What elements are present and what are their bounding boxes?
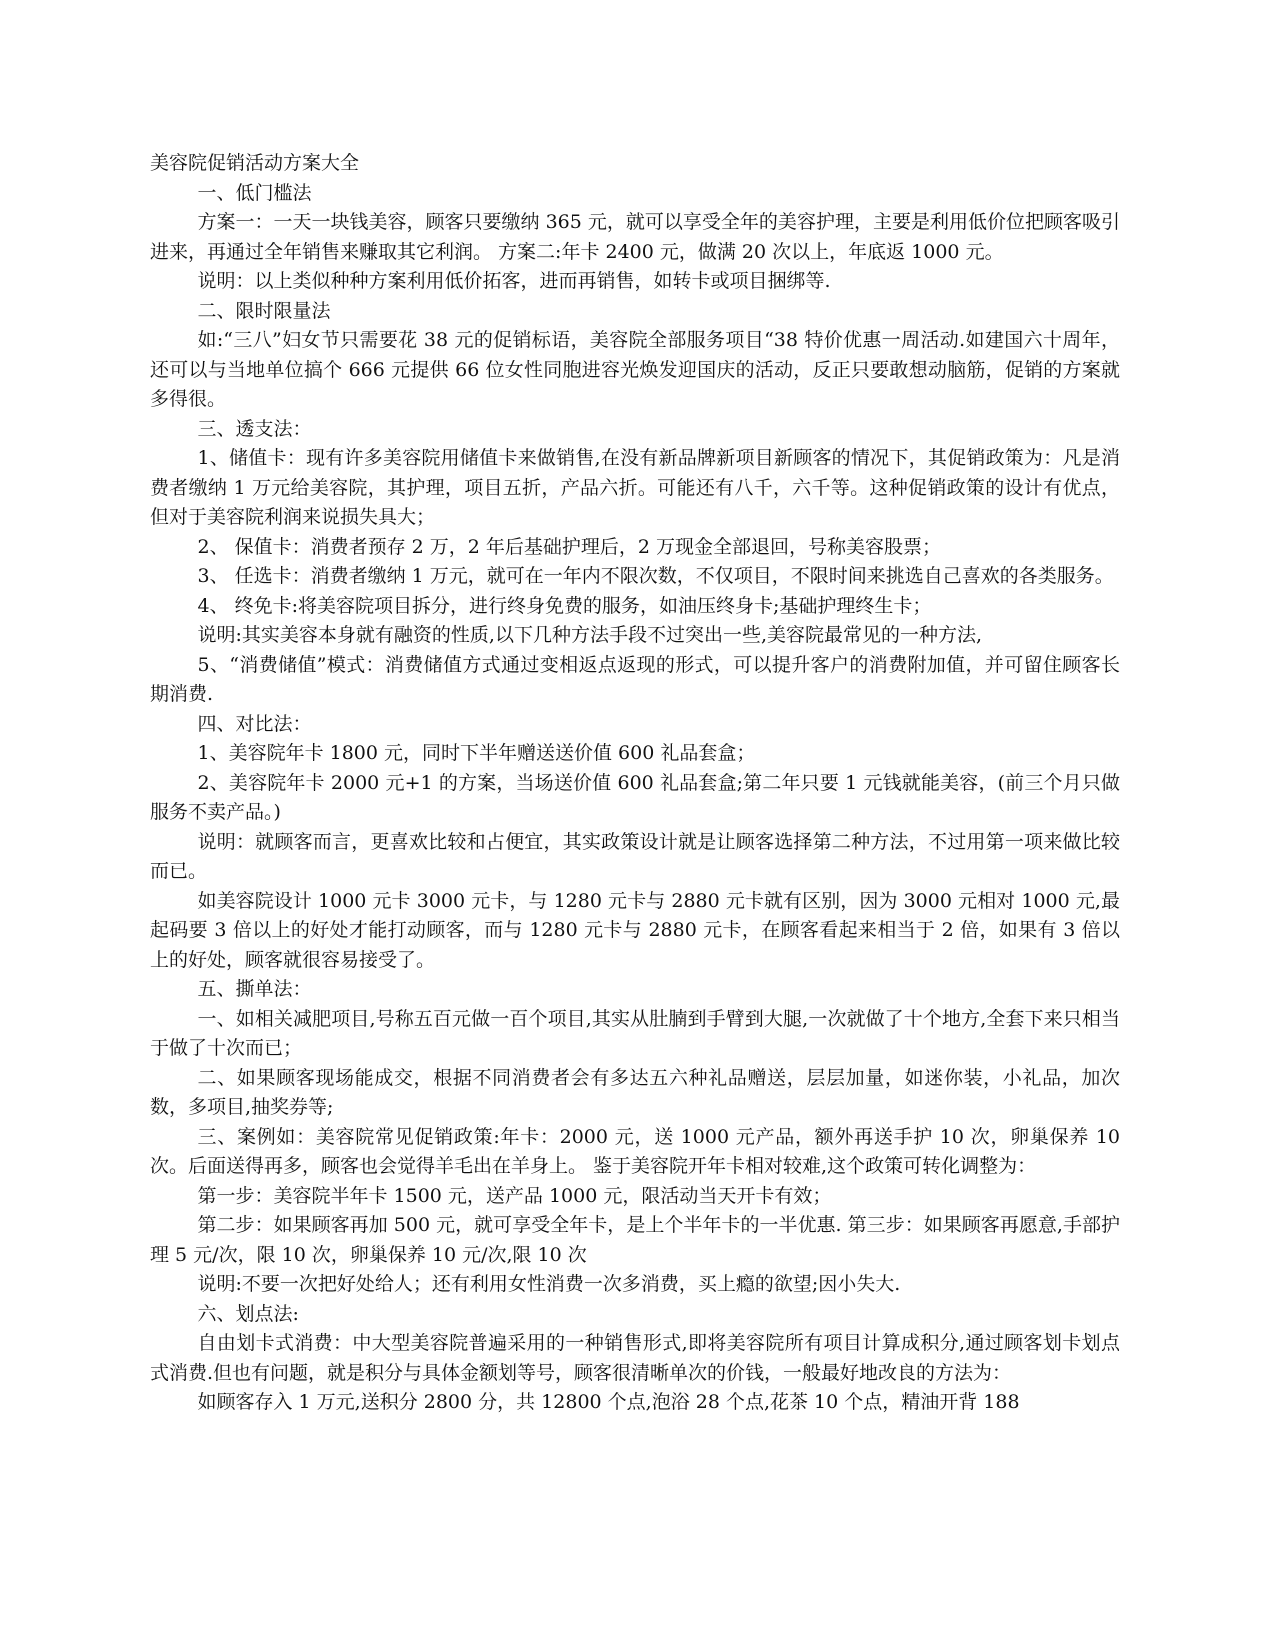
paragraph: 第一步：美容院半年卡 1500 元，送产品 1000 元，限活动当天开卡有效； [197,1184,832,1207]
paragraph: 1、美容院年卡 1800 元，同时下半年赠送送价值 600 礼品套盒； [197,742,756,764]
section-heading-comparison: 四、对比法： [197,712,312,735]
paragraph: 2、美容院年卡 2000 元+1 的方案，当场送价值 600 礼品套盒;第二年只要 1 元钱就能美容，(前三个月只做服务不卖产品。) [150,771,1120,823]
section-heading-time-limit: 二、限时限量法 [197,299,331,322]
paragraph: 自由划卡式消费：中大型美容院普遍采用的一种销售形式,即将美容院所有项目计算成积分,通过顾客划卡划点式消费.但也有问题，就是积分与具体金额划等号，顾客很清晰单次的价钱，一般最好地改良的方法为： [150,1332,1120,1384]
paragraph: 说明:其实美容本身就有融资的性质,以下几种方法手段不过突出一些,美容院最常见的一种方法, [197,624,983,646]
paragraph: 3、 任选卡：消费者缴纳 1 万元，就可在一年内不限次数，不仅项目，不限时间来挑选自己喜欢的各类服务。 [197,565,1114,587]
paragraph: 说明：就顾客而言，更喜欢比较和占便宜，其实政策设计就是让顾客选择第二种方法，不过用第一项来做比较而已。 [150,830,1120,882]
paragraph: 如顾客存入 1 万元,送积分 2800 分，共 12800 个点,泡浴 28 个点,花茶 10 个点，精油开背 188 [197,1391,1020,1413]
section-heading-low-threshold: 一、低门槛法 [197,181,312,204]
paragraph: 如:“三八”妇女节只需要花 38 元的促销标语，美容院全部服务项目“38 特价优惠一周活动.如建国六十周年，还可以与当地单位搞个 666 元提供 66 位女性同胞进容光焕发迎国庆的活动，反正只要敢想动脑筋，促销的方案就多得很。 [150,329,1120,410]
paragraph: 一、如相关减肥项目,号称五百元做一百个项目,其实从肚腩到手臂到大腿,一次就做了十个地方,全套下来只相当于做了十次而已； [150,1007,1120,1059]
section-heading-tear-order: 五、撕单法： [197,978,312,1000]
paragraph: 二、如果顾客现场能成交，根据不同消费者会有多达五六种礼品赠送，层层加量，如迷你装，小礼品，加次数，多项目,抽奖券等; [150,1066,1120,1118]
document-body [150,149,1120,1418]
paragraph: 2、 保值卡：消费者预存 2 万，2 年后基础护理后，2 万现金全部退回，号称美容股票； [197,535,942,558]
paragraph: 说明：以上类似种种方案利用低价拓客，进而再销售，如转卡或项目捆绑等. [197,270,831,292]
paragraph: 4、 终免卡:将美容院项目拆分，进行终身免费的服务，如油压终身卡;基础护理终生卡； [197,594,932,617]
paragraph: 方案一：一天一块钱美容，顾客只要缴纳 365 元，就可以享受全年的美容护理，主要是利用低价位把顾客吸引进来，再通过全年销售来赚取其它利润。 方案二:年卡 2400 元，做满 20 次以上，年底返 1000 元。 [150,211,1120,263]
paragraph: 如美容院设计 1000 元卡 3000 元卡，与 1280 元卡与 2880 元卡就有区别，因为 3000 元相对 1000 元,最起码要 3 倍以上的好处才能打动顾客，而与 1280 元卡与 2880 元卡，在顾客看起来相当于 2 倍，如果有 3 倍以上的好处，顾客就很容易接受了。 [150,889,1120,971]
paragraph: 5、“消费储值”模式：消费储值方式通过变相返点返现的形式，可以提升客户的消费附加值，并可留住顾客长期消费. [150,653,1120,705]
paragraph: 1、储值卡：现有许多美容院用储值卡来做销售,在没有新品牌新项目新顾客的情况下，其促销政策为：凡是消费者缴纳 1 万元给美容院，其护理，项目五折，产品六折。可能还有八千，六千等。这种促销政策的设计有优点，但对于美容院利润来说损失具大； [150,447,1120,528]
paragraph: 三、案例如：美容院常见促销政策:年卡：2000 元，送 1000 元产品，额外再送手护 10 次，卵巢保养 10 次。后面送得再多，顾客也会觉得羊毛出在羊身上。 鉴于美容院开年卡相对较难,这个政策可转化调整为： [150,1125,1120,1177]
section-heading-overdraft: 三、透支法： [197,417,312,440]
section-heading-point-card: 六、划点法: [197,1302,299,1325]
document-title: 美容院促销活动方案大全 [150,152,360,174]
paragraph: 说明:不要一次把好处给人；还有利用女性消费一次多消费，买上瘾的欲望;因小失大. [197,1273,901,1295]
paragraph: 第二步：如果顾客再加 500 元，就可享受全年卡，是上个半年卡的一半优惠. 第三步：如果顾客再愿意,手部护理 5 元/次，限 10 次，卵巢保养 10 元/次,限 10 次 [150,1214,1120,1266]
